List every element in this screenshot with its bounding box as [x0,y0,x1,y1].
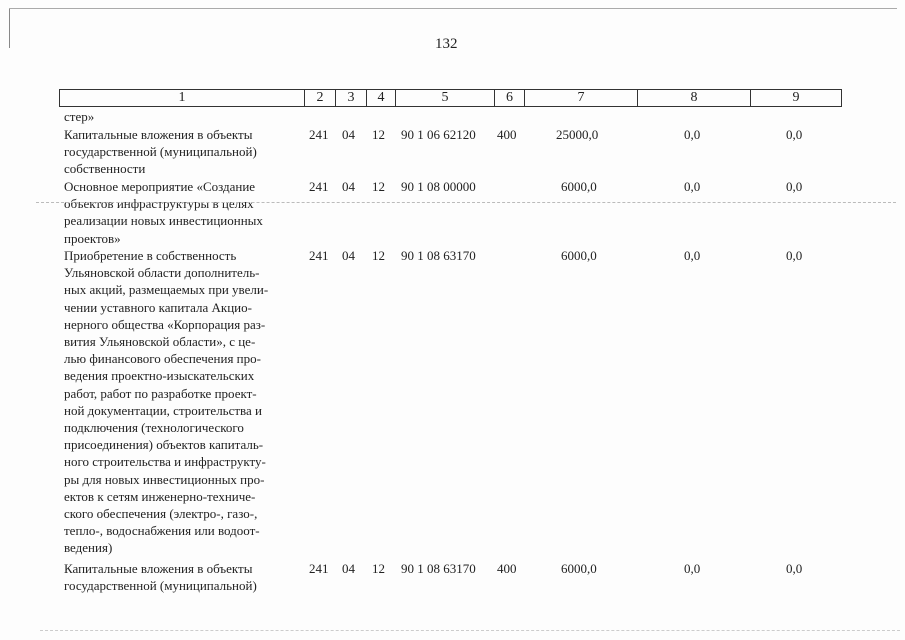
row-col-9: 0,0 [786,561,803,576]
row-col-9: 0,0 [786,248,803,263]
row-col-3: 04 [342,561,355,576]
row-col-2: 241 [309,127,329,142]
row-col-3: 04 [342,248,355,263]
header-col-1: 1 [59,89,304,107]
row-col-3: 04 [342,127,355,142]
row-col-8: 0,0 [684,561,701,576]
header-col-8: 8 [637,89,750,107]
row-col-5: 90 1 06 62120 [401,127,476,142]
row-col-6: 400 [497,127,517,142]
row-col-6: 400 [497,561,517,576]
row-col-5: 90 1 08 63170 [401,561,476,576]
scan-artifact-line [36,202,896,203]
row-col-4: 12 [372,561,385,576]
row-description: Капитальные вложения в объекты государственной (муниципальной) собственности [64,127,257,177]
header-col-9: 9 [750,89,842,107]
row-col-2: 241 [309,248,329,263]
row-col-4: 12 [372,248,385,263]
row-col-5: 90 1 08 00000 [401,179,476,194]
header-col-7: 7 [524,89,637,107]
row-description: Основное мероприятие «Создание объектов инфраструктуры в целях реализации новых инвестиционных проектов» [64,179,263,246]
row-col-2: 241 [309,561,329,576]
page-border-top [9,8,897,9]
row-col-9: 0,0 [786,179,803,194]
scan-artifact-bottom [40,630,900,631]
page-number: 132 [435,36,458,52]
row-col-7: 25000,0 [556,127,599,142]
header-col-5: 5 [395,89,494,107]
header-col-3: 3 [335,89,366,107]
header-col-4: 4 [366,89,395,107]
row-col-8: 0,0 [684,127,701,142]
row-col-3: 04 [342,179,355,194]
row-col-2: 241 [309,179,329,194]
row-description: Капитальные вложения в объекты государственной (муниципальной) [64,561,257,594]
row-description: Приобретение в собственность Ульяновской области дополнитель- ных акций, размещаемых при увели- чении уставного капитала Акцио- нерного общества «Корпорация раз- вития Ульяновской области», с це- лью финансового обеспечения про- ведения проектно-изыскательских работ, работ по разработке проект- ной документации, строительства и подключения (технологического присоединения) объектов капиталь- ного строительства и инфраструкту- ры для новых инвестиционных про- ектов к сетям инженерно-техниче- ского обеспечения (электро-, газо-, тепло-, водоснабжения или водоот- ведения) [64,248,269,556]
row-col-8: 0,0 [684,248,701,263]
row-col-4: 12 [372,179,385,194]
row-col-4: 12 [372,127,385,142]
header-col-2: 2 [304,89,335,107]
row-col-7: 6000,0 [561,248,597,263]
row-col-5: 90 1 08 63170 [401,248,476,263]
header-col-6: 6 [494,89,524,107]
row-col-7: 6000,0 [561,179,597,194]
page-border-left [9,8,10,48]
row-col-8: 0,0 [684,179,701,194]
row-col-9: 0,0 [786,127,803,142]
row-col-7: 6000,0 [561,561,597,576]
row-description: стер» [64,109,95,124]
